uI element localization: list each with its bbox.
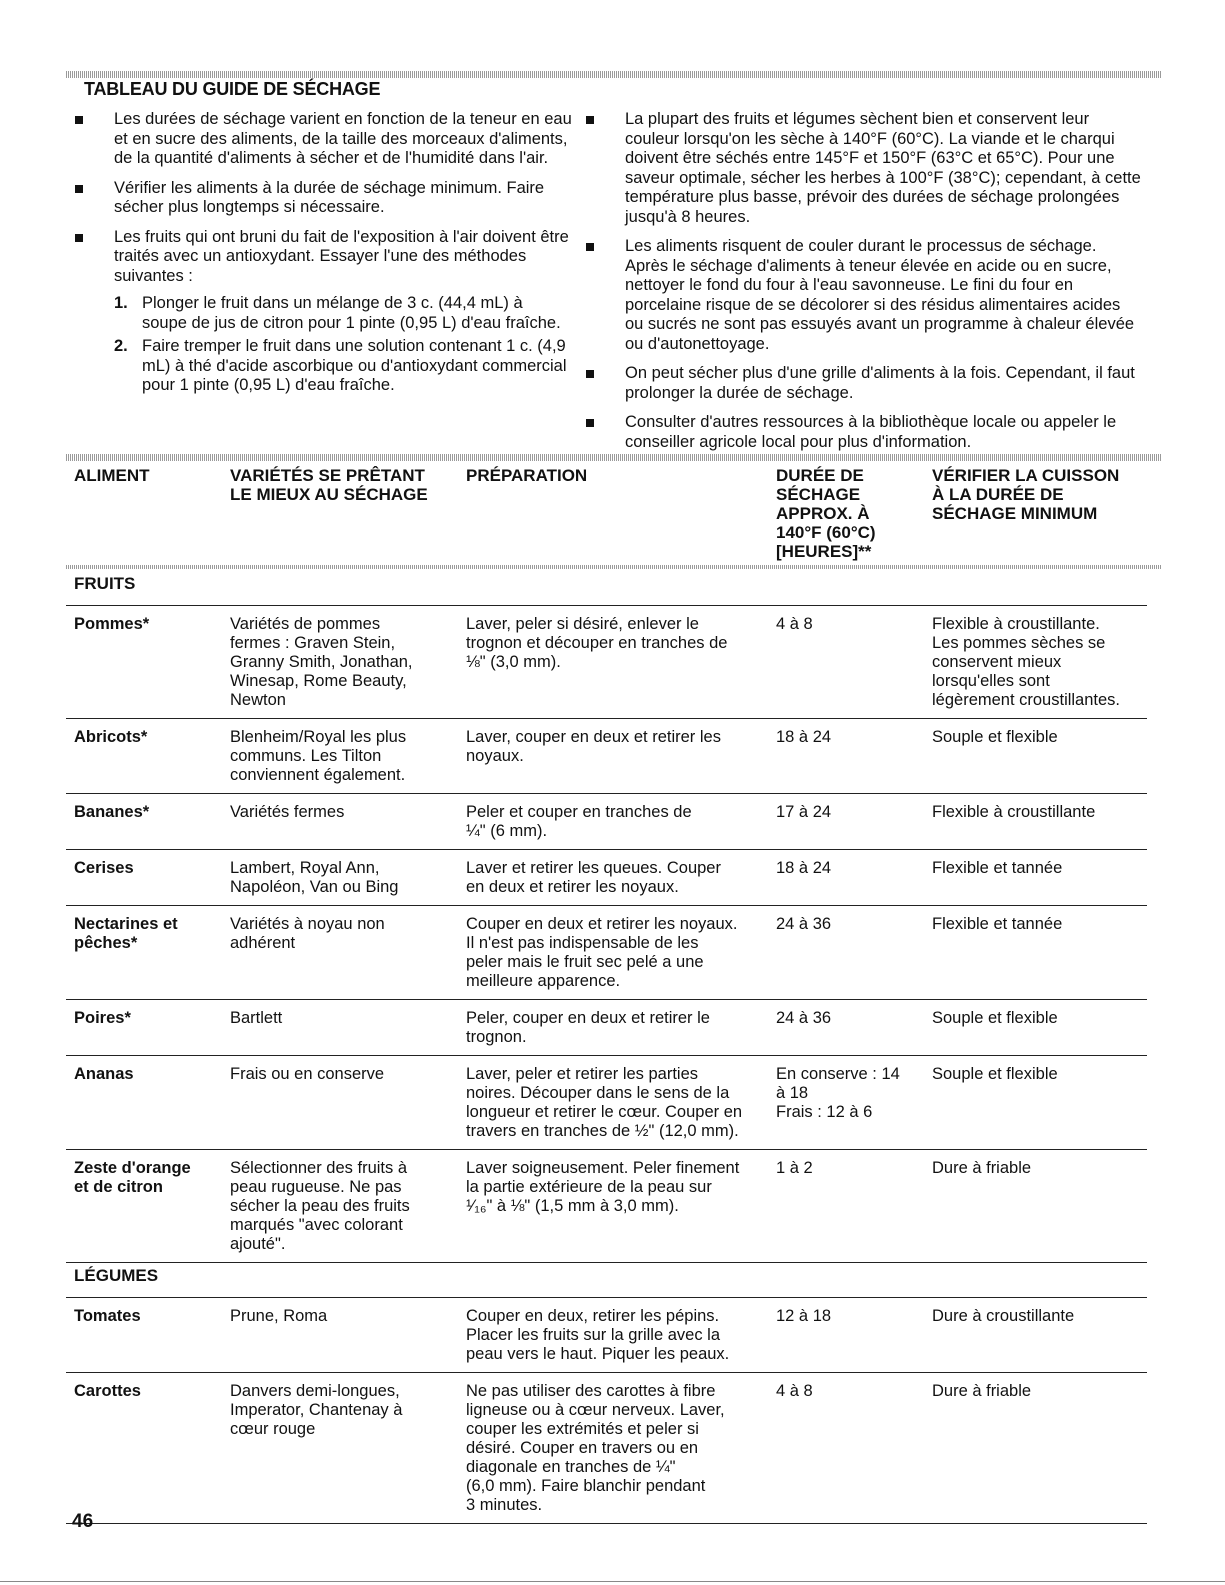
- text-line: ¹⁄₁₆" à ⅛" (1,5 mm à 3,0 mm).: [466, 1197, 679, 1215]
- text-line: Souple et flexible: [932, 1065, 1058, 1083]
- text-line: SÉCHAGE: [776, 485, 861, 504]
- table-row: [66, 1000, 1147, 1056]
- intro-bullet-text: On peut sécher plus d'une grille d'aliments à la fois. Cependant, il faut prolonger la durée de séchage.: [625, 364, 1135, 402]
- text-line: Souple et flexible: [932, 1009, 1058, 1027]
- text-line: Cerises: [74, 859, 134, 877]
- cell-preparation: [466, 915, 766, 991]
- table-row: [66, 719, 1147, 794]
- text-line: Zeste d'orange: [74, 1159, 191, 1177]
- page-number: 46: [72, 1511, 94, 1532]
- header-preparation: [466, 466, 766, 485]
- text-line: longueur et retirer le cœur. Couper en: [466, 1103, 743, 1121]
- text-line: Dure à friable: [932, 1382, 1032, 1400]
- text-line: ⅛" (3,0 mm).: [466, 653, 561, 671]
- text-line: Carottes: [74, 1382, 141, 1400]
- text-line: Nectarines et: [74, 915, 178, 933]
- text-line: fermes : Graven Stein,: [230, 634, 396, 652]
- text-line: Winesap, Rome Beauty,: [230, 672, 407, 690]
- header-varietes: [230, 466, 460, 504]
- cell-aliment: [74, 1159, 224, 1197]
- cell-preparation: [466, 1382, 766, 1515]
- text-line: VÉRIFIER LA CUISSON: [932, 466, 1120, 485]
- text-line: Couper en deux, retirer les pépins.: [466, 1307, 720, 1325]
- text-line: trognon.: [466, 1028, 527, 1046]
- text-line: Placer les fruits sur la grille avec la: [466, 1326, 721, 1344]
- text-line: adhérent: [230, 934, 296, 952]
- text-line: 12 à 18: [776, 1307, 832, 1325]
- top-hatch-rule: [66, 71, 1161, 78]
- text-line: Napoléon, Van ou Bing: [230, 878, 399, 896]
- text-line: Peler, couper en deux et retirer le: [466, 1009, 710, 1027]
- bottom-rule: [0, 1581, 1225, 1582]
- table-row: [66, 850, 1147, 906]
- text-line: Variétés à noyau non: [230, 915, 385, 933]
- cell-varietes: [230, 803, 452, 822]
- text-line: Laver, couper en deux et retirer les: [466, 728, 721, 746]
- text-line: noyaux.: [466, 747, 524, 765]
- cell-duree: [776, 1065, 926, 1122]
- bullet-square-icon: [586, 116, 594, 124]
- intro-bullet-text: Les fruits qui ont bruni du fait de l'exposition à l'air doivent être traités avec un antioxydant. Essayer l'une des méthodes suivantes :: [114, 227, 569, 285]
- cell-verifier: [932, 615, 1147, 710]
- text-line: Variétés de pommes: [230, 615, 381, 633]
- cell-varietes: [230, 859, 452, 897]
- cell-verifier: [932, 1307, 1147, 1326]
- cell-verifier: [932, 1159, 1147, 1178]
- table-row: [66, 1056, 1147, 1150]
- text-line: couper les extrémités et peler si: [466, 1420, 699, 1438]
- cell-verifier: [932, 859, 1147, 878]
- text-line: 4 à 8: [776, 1382, 813, 1400]
- text-line: À LA DURÉE DE: [932, 485, 1064, 504]
- intro-bullet-text: Les durées de séchage varient en fonction de la teneur en eau et en sucre des aliments, de la taille des morceaux d'aliments, de la quantité d'aliments à sécher et de l'humidité dans l'air.: [114, 110, 572, 167]
- text-line: 140°F (60°C): [776, 523, 876, 542]
- text-line: 18 à 24: [776, 859, 832, 877]
- cell-verifier: [932, 1009, 1147, 1028]
- intro-bullet: [72, 228, 572, 396]
- intro-bullet: [583, 413, 1143, 452]
- text-line: Newton: [230, 691, 286, 709]
- text-line: Il n'est pas indispensable de les: [466, 934, 699, 952]
- cell-aliment: [74, 728, 224, 747]
- cell-varietes: [230, 1065, 452, 1084]
- step-text: Plonger le fruit dans un mélange de 3 c. (44,4 mL) à soupe de jus de citron pour 1 pinte (0,95 L) d'eau fraîche.: [142, 294, 561, 332]
- text-line: cœur rouge: [230, 1420, 316, 1438]
- text-line: lorsqu'elles sont: [932, 672, 1050, 690]
- cell-duree: [776, 1382, 926, 1401]
- text-line: Flexible et tannée: [932, 915, 1063, 933]
- cell-preparation: [466, 1065, 766, 1141]
- cell-duree: [776, 1307, 926, 1326]
- text-line: communs. Les Tilton: [230, 747, 382, 765]
- text-line: Frais : 12 à 6: [776, 1103, 873, 1121]
- cell-aliment: [74, 1009, 224, 1028]
- cell-preparation: [466, 1307, 766, 1364]
- cell-preparation: [466, 1009, 766, 1047]
- text-line: ALIMENT: [74, 466, 150, 485]
- cell-aliment: [74, 803, 224, 822]
- cell-varietes: [230, 1382, 452, 1439]
- text-line: Blenheim/Royal les plus: [230, 728, 407, 746]
- intro-bullet: [72, 110, 572, 169]
- bullet-square-icon: [75, 116, 83, 124]
- page-title: TABLEAU DU GUIDE DE SÉCHAGE: [84, 79, 381, 99]
- text-line: Peler et couper en tranches de: [466, 803, 692, 821]
- intro-bullet-text: Consulter d'autres ressources à la bibliothèque locale ou appeler le conseiller agricole local pour plus d'information.: [625, 413, 1117, 451]
- text-line: la partie extérieure de la peau sur: [466, 1178, 712, 1196]
- drying-table: [66, 571, 1147, 1524]
- text-line: désiré. Couper en travers ou en: [466, 1439, 699, 1457]
- intro-steps: [114, 294, 572, 396]
- cell-verifier: [932, 1382, 1147, 1401]
- cell-verifier: [932, 728, 1147, 747]
- cell-aliment: [74, 615, 224, 634]
- intro-bullet: [72, 179, 572, 218]
- text-line: noires. Découper dans le sens de la: [466, 1084, 730, 1102]
- text-line: Dure à croustillante: [932, 1307, 1075, 1325]
- text-line: PRÉPARATION: [466, 466, 588, 485]
- text-line: Couper en deux et retirer les noyaux.: [466, 915, 738, 933]
- table-header: [74, 466, 1154, 561]
- cell-varietes: [230, 1009, 452, 1028]
- text-line: 18 à 24: [776, 728, 832, 746]
- cell-duree: [776, 615, 926, 634]
- table-row: [66, 1150, 1147, 1263]
- cell-preparation: [466, 859, 766, 897]
- text-line: conviennent également.: [230, 766, 406, 784]
- text-line: Laver, peler et retirer les parties: [466, 1065, 699, 1083]
- text-line: Bananes*: [74, 803, 150, 821]
- table-row: [66, 606, 1147, 719]
- cell-varietes: [230, 728, 452, 785]
- intro-left-column: [72, 110, 572, 406]
- table-row: [66, 1373, 1147, 1524]
- text-line: meilleure apparence.: [466, 972, 621, 990]
- cell-preparation: [466, 615, 766, 672]
- text-line: Lambert, Royal Ann,: [230, 859, 380, 877]
- text-line: Laver soigneusement. Peler finement: [466, 1159, 740, 1177]
- text-line: Danvers demi-longues,: [230, 1382, 400, 1400]
- text-line: Imperator, Chantenay à: [230, 1401, 403, 1419]
- cell-preparation: [466, 1159, 766, 1216]
- text-line: [HEURES]**: [776, 542, 872, 561]
- intro-step: [114, 294, 572, 333]
- cell-aliment: [74, 915, 224, 953]
- text-line: 4 à 8: [776, 615, 813, 633]
- text-line: trognon et découper en tranches de: [466, 634, 728, 652]
- bullet-square-icon: [586, 419, 594, 427]
- text-line: peau rugueuse. Ne pas: [230, 1178, 402, 1196]
- cell-varietes: [230, 1307, 452, 1326]
- cell-verifier: [932, 915, 1147, 934]
- step-number: 1.: [114, 294, 128, 312]
- table-row: [66, 906, 1147, 1000]
- header-aliment: [74, 466, 224, 485]
- intro-bullet-text: La plupart des fruits et légumes sèchent bien et conservent leur couleur lorsqu'on les sèche à 140°F (60°C). La viande et le charqui doivent être séchés entre 145°F et 150°F (63°C et 65°C). Pour une saveur optimale, sécher les herbes à 100°F (38°C); cependant, à cette température plus basse, prévoir des durées de séchage prolongées jusqu'à 8 heures.: [625, 110, 1141, 226]
- text-line: 24 à 36: [776, 1009, 832, 1027]
- text-line: APPROX. À: [776, 504, 870, 523]
- text-line: travers en tranches de ½" (12,0 mm).: [466, 1122, 739, 1140]
- intro-bullet: [583, 364, 1143, 403]
- intro-bullet: [583, 110, 1143, 227]
- text-line: 24 à 36: [776, 915, 832, 933]
- step-text: Faire tremper le fruit dans une solution contenant 1 c. (4,9 mL) à thé d'acide ascorbique ou d'antioxydant commercial pour 1 pinte (0,95 L) d'eau fraîche.: [142, 337, 567, 394]
- text-line: diagonale en tranches de ¼": [466, 1458, 676, 1476]
- bullet-square-icon: [75, 234, 83, 242]
- text-line: et de citron: [74, 1178, 163, 1196]
- text-line: Flexible et tannée: [932, 859, 1063, 877]
- text-line: ligneuse ou à cœur nerveux. Laver,: [466, 1401, 725, 1419]
- text-line: SÉCHAGE MINIMUM: [932, 504, 1098, 523]
- step-number: 2.: [114, 337, 128, 355]
- text-line: peau vers le haut. Piquer les peaux.: [466, 1345, 730, 1363]
- text-line: Poires*: [74, 1009, 131, 1027]
- cell-duree: [776, 728, 926, 747]
- text-line: Les pommes sèches se: [932, 634, 1106, 652]
- text-line: VARIÉTÉS SE PRÊTANT: [230, 466, 425, 485]
- cell-aliment: [74, 1065, 224, 1084]
- cell-aliment: [74, 859, 224, 878]
- intro-bullet-text: Les aliments risquent de couler durant le processus de séchage. Après le séchage d'aliments à teneur élevée en acide ou en sucre, nettoyer le fond du four à l'eau savonneuse. Le fini du four en porcelaine risque de se décolorer si des résidus alimentaires acides ou sucrés ne sont pas essuyés avant un programme à chaleur élevée ou d'autonettoyage.: [625, 237, 1135, 353]
- cell-duree: [776, 915, 926, 934]
- cell-duree: [776, 1159, 926, 1178]
- text-line: Sélectionner des fruits à: [230, 1159, 408, 1177]
- text-line: Laver, peler si désiré, enlever le: [466, 615, 699, 633]
- text-line: LE MIEUX AU SÉCHAGE: [230, 485, 428, 504]
- header-duree: [776, 466, 926, 561]
- bullet-square-icon: [75, 185, 83, 193]
- text-line: Flexible à croustillante.: [932, 615, 1100, 633]
- intro-bullet: [583, 237, 1143, 354]
- text-line: Ne pas utiliser des carottes à fibre: [466, 1382, 716, 1400]
- cell-verifier: [932, 803, 1147, 822]
- table-row: [66, 794, 1147, 850]
- cell-aliment: [74, 1382, 224, 1401]
- table-header-hatch-rule: [66, 565, 1161, 569]
- text-line: Pommes*: [74, 615, 150, 633]
- text-line: légèrement croustillantes.: [932, 691, 1121, 709]
- text-line: Flexible à croustillante: [932, 803, 1096, 821]
- text-line: DURÉE DE: [776, 466, 864, 485]
- text-line: Variétés fermes: [230, 803, 345, 821]
- text-line: (6,0 mm). Faire blanchir pendant: [466, 1477, 706, 1495]
- cell-varietes: [230, 615, 452, 710]
- text-line: peler mais le fruit sec pelé a une: [466, 953, 704, 971]
- text-line: Prune, Roma: [230, 1307, 328, 1325]
- text-line: Dure à friable: [932, 1159, 1032, 1177]
- cell-preparation: [466, 803, 766, 841]
- cell-aliment: [74, 1307, 224, 1326]
- cell-verifier: [932, 1065, 1147, 1084]
- text-line: 3 minutes.: [466, 1496, 543, 1514]
- cell-duree: [776, 803, 926, 822]
- text-line: conservent mieux: [932, 653, 1062, 671]
- cell-varietes: [230, 915, 452, 953]
- text-line: ¼" (6 mm).: [466, 822, 548, 840]
- text-line: En conserve : 14: [776, 1065, 900, 1083]
- text-line: 1 à 2: [776, 1159, 813, 1177]
- text-line: ajouté".: [230, 1235, 286, 1253]
- table-top-hatch-rule: [66, 454, 1161, 461]
- text-line: Souple et flexible: [932, 728, 1058, 746]
- section-heading: LÉGUMES: [66, 1263, 1147, 1298]
- text-line: Ananas: [74, 1065, 134, 1083]
- text-line: à 18: [776, 1084, 809, 1102]
- intro-right-column: [583, 110, 1143, 462]
- text-line: sécher la peau des fruits: [230, 1197, 410, 1215]
- intro-bullet-text: Vérifier les aliments à la durée de séchage minimum. Faire sécher plus longtemps si nécessaire.: [114, 178, 545, 216]
- bullet-square-icon: [586, 370, 594, 378]
- text-line: pêches*: [74, 934, 138, 952]
- text-line: Frais ou en conserve: [230, 1065, 385, 1083]
- table-row: [66, 1298, 1147, 1373]
- cell-varietes: [230, 1159, 452, 1254]
- section-heading: FRUITS: [66, 571, 1147, 606]
- text-line: Abricots*: [74, 728, 148, 746]
- header-verifier: [932, 466, 1157, 523]
- text-line: en deux et retirer les noyaux.: [466, 878, 679, 896]
- text-line: Laver et retirer les queues. Couper: [466, 859, 721, 877]
- text-line: 17 à 24: [776, 803, 832, 821]
- cell-preparation: [466, 728, 766, 766]
- text-line: Granny Smith, Jonathan,: [230, 653, 413, 671]
- bullet-square-icon: [586, 243, 594, 251]
- text-line: marqués "avec colorant: [230, 1216, 403, 1234]
- cell-duree: [776, 1009, 926, 1028]
- cell-duree: [776, 859, 926, 878]
- intro-step: [114, 337, 572, 396]
- text-line: Tomates: [74, 1307, 141, 1325]
- text-line: Bartlett: [230, 1009, 283, 1027]
